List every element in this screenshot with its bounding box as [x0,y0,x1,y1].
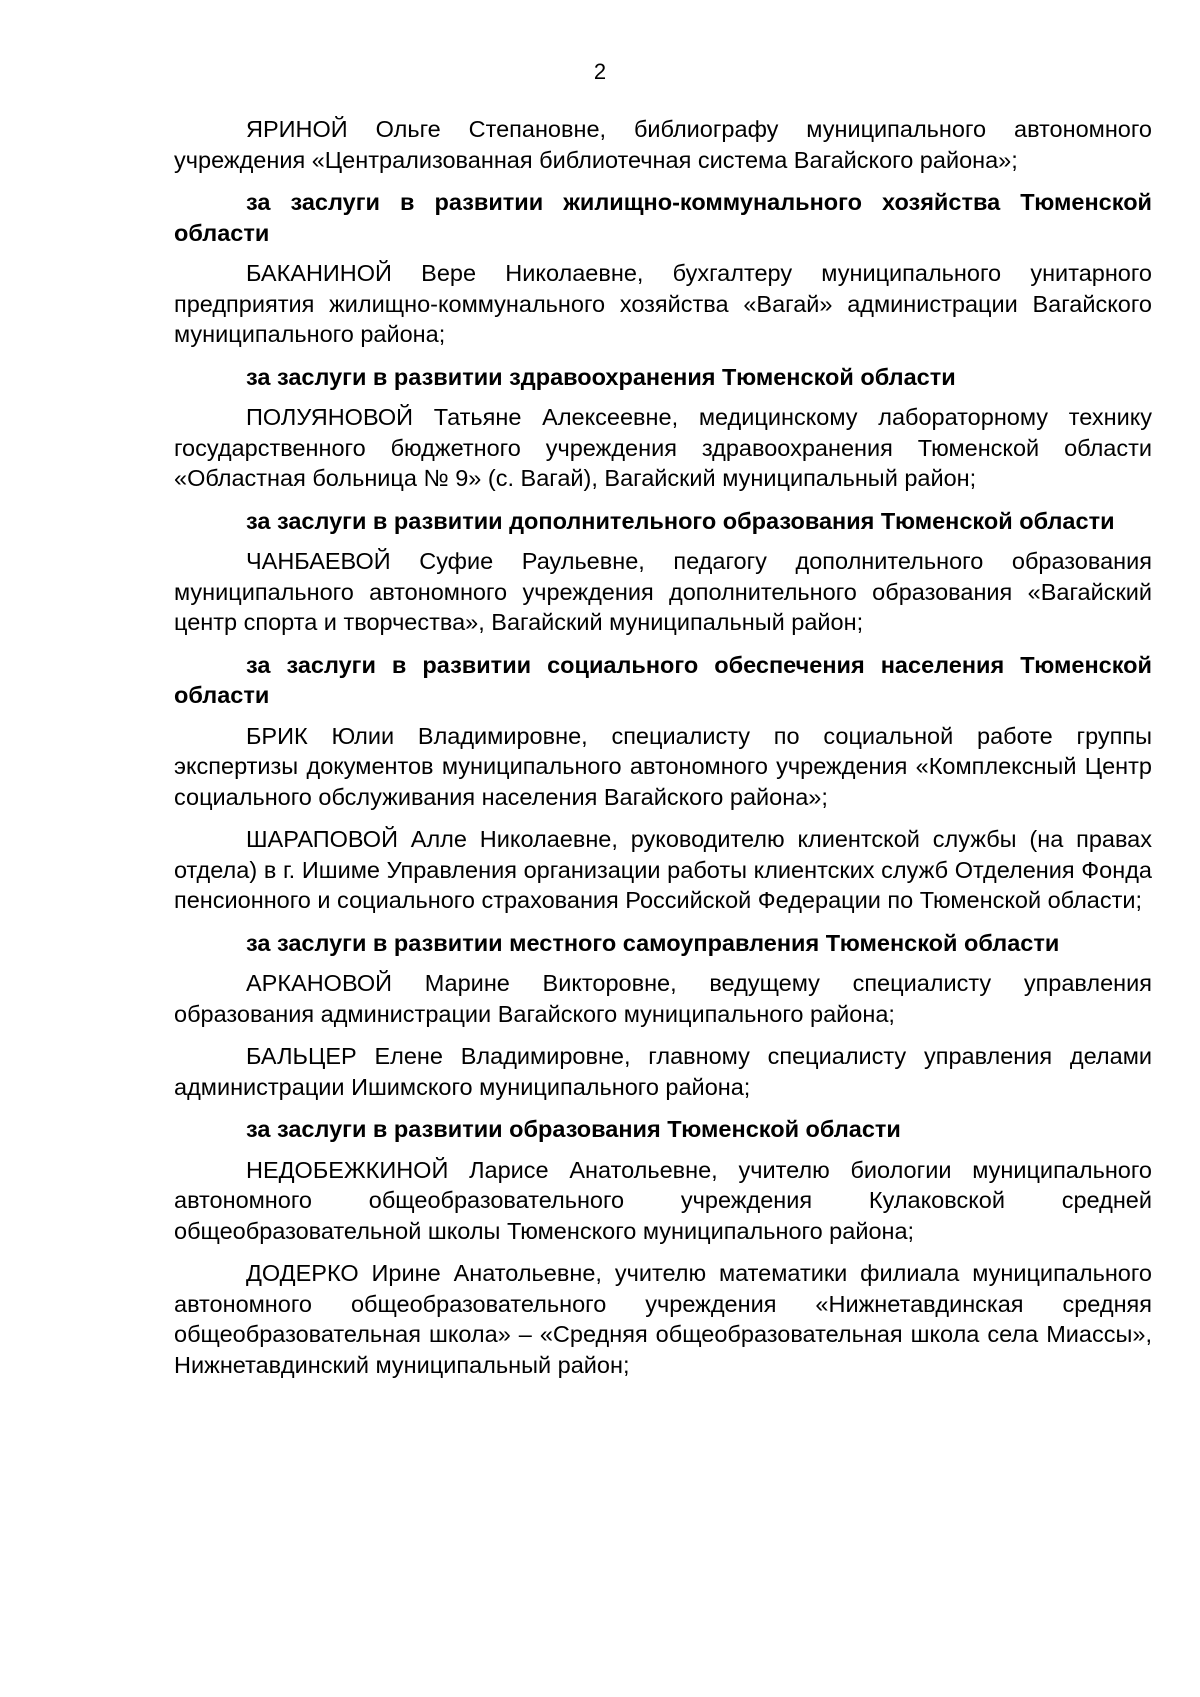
award-category-heading: за заслуги в развитии дополнительного образования Тюменской области [246,507,1115,534]
award-recipient-paragraph: НЕДОБЕЖКИНОЙ Ларисе Анатольевне, учителю биологии муниципального автономного общеобразовательного учреждения Кулаковской средней общеобразовательной школы Тюменского муниципального района; [174,1156,1152,1244]
award-recipient-paragraph: ПОЛУЯНОВОЙ Татьяне Алексеевне, медицинскому лабораторному технику государственного бюджетного учреждения здравоохранения Тюменской области «Областная больница № 9» (с. Вагай), Вагайский муниципальный район; [174,404,1152,491]
page-number: 2 [593,59,607,84]
award-recipient-paragraph: БАЛЬЦЕР Елене Владимировне, главному специалисту управления делами администрации Ишимского муниципального района; [174,1043,1152,1100]
award-category-heading: за заслуги в развитии местного самоуправления Тюменской области [246,929,1060,956]
award-category-heading: за заслуги в развитии образования Тюменской области [246,1116,901,1142]
award-recipient-paragraph: АРКАНОВОЙ Марине Викторовне, ведущему специалисту управления образования администрации Вагайского муниципального района; [174,970,1152,1027]
award-recipient-paragraph: БРИК Юлии Владимировне, специалисту по социальной работе группы экспертизы документов муниципального автономного учреждения «Комплексный Центр социального обслуживания населения Вагайского района»; [174,722,1152,810]
award-category-heading: за заслуги в развитии здравоохранения Тюменской области [246,363,956,390]
document-body [174,114,1152,1392]
award-category-heading: за заслуги в развитии социального обеспечения населения Тюменской области [174,651,1152,708]
award-recipient-paragraph: ЯРИНОЙ Ольге Степановне, библиографу муниципального автономного учреждения «Централизованная библиотечная система Вагайского района»; [174,116,1152,173]
award-recipient-paragraph: БАКАНИНОЙ Вере Николаевне, бухгалтеру муниципального унитарного предприятия жилищно-коммунального хозяйства «Вагай» администрации Вагайского муниципального района; [174,260,1152,347]
award-recipient-paragraph: ЧАНБАЕВОЙ Суфие Раульевне, педагогу дополнительного образования муниципального автономного учреждения дополнительного образования «Вагайский центр спорта и творчества», Вагайский муниципальный район; [174,548,1152,635]
award-recipient-paragraph: ШАРАПОВОЙ Алле Николаевне, руководителю клиентской службы (на правах отдела) в г. Ишиме Управления организации работы клиентских служб Отделения Фонда пенсионного и социального страхования Российской Федерации по Тюменской области; [174,826,1152,913]
award-category-heading: за заслуги в развитии жилищно-коммунального хозяйства Тюменской области [174,189,1152,246]
award-recipient-paragraph: ДОДЕРКО Ирине Анатольевне, учителю математики филиала муниципального автономного общеобразовательного учреждения «Нижнетавдинская средняя общеобразовательная школа» – «Средняя общеобразовательная школа села Миассы», Нижнетавдинский муниципальный район; [174,1260,1152,1378]
